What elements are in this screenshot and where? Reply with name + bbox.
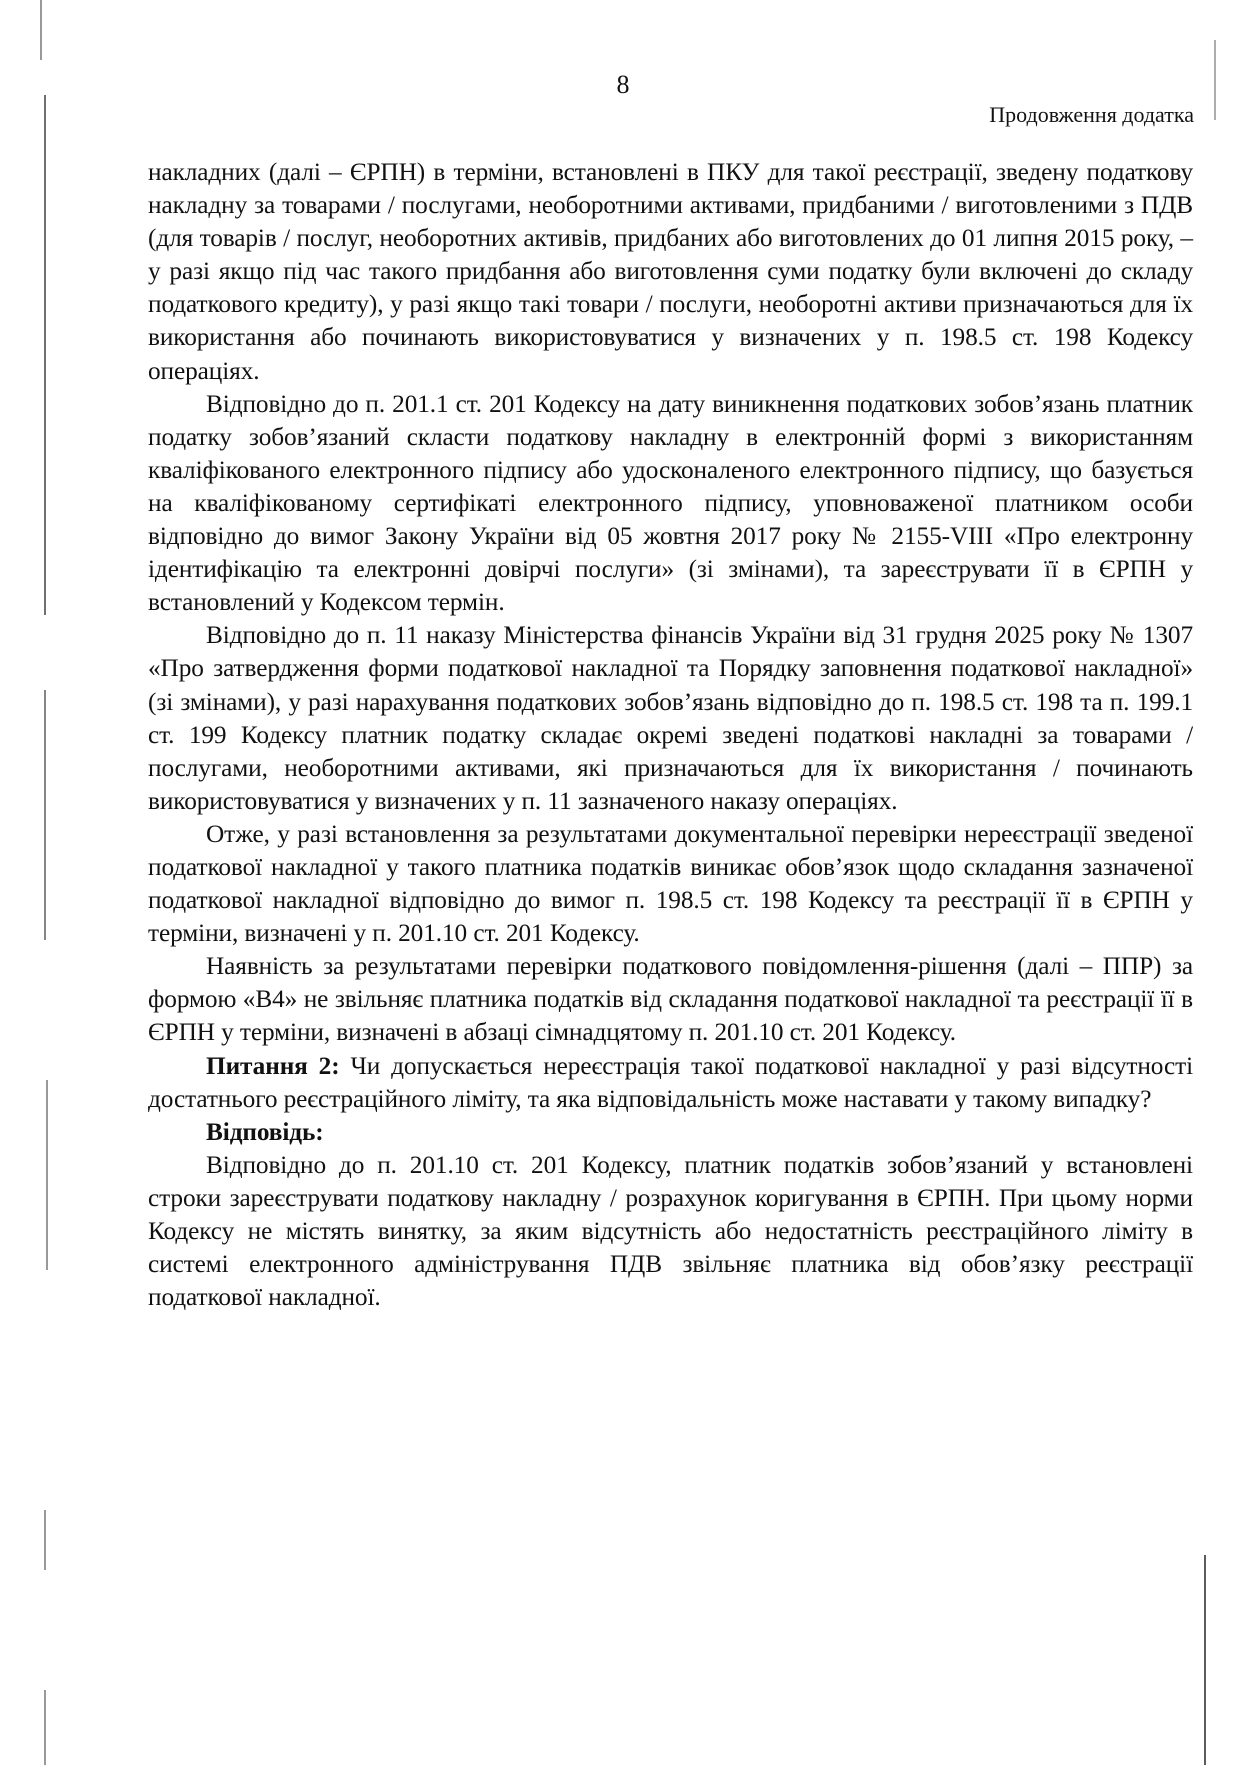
document-body [148, 156, 1193, 1314]
question-label: Питання 2: [206, 1051, 340, 1080]
paragraph: Отже, у разі встановлення за результатами документальної перевірки нереєстрації зведеної податкової накладної у такого платника податків виникає обов’язок щодо складання зазначеної податкової накладної відповідно до вимог п. 198.5 ст. 198 Кодексу та реєстрації її в ЄРПН у терміни, визначені у п. 201.10 ст. 201 Кодексу. [148, 819, 1193, 948]
question-text: Чи допускається нереєстрація такої податкової накладної у разі відсутності достатнього реєстраційного ліміту, та яка відповідальність може наставати у такому випадку? [148, 1051, 1193, 1113]
answer-heading [148, 1116, 1193, 1149]
scan-edge-mark-left [44, 1510, 46, 1570]
scan-edge-mark-left [46, 1080, 48, 1270]
scan-edge-mark-left [44, 690, 46, 940]
paragraph: накладних (далі – ЄРПН) в терміни, встановлені в ПКУ для такої реєстрації, зведену податкову накладну за товарами / послугами, необоротними активами, придбаними / виготовленими з ПДВ (для товарів / послуг, необоротних активів, придбаних або виготовлених до 01 липня 2015 року, – у разі якщо під час такого придбання або виготовлення суми податку були включені до складу податкового кредиту), у разі якщо такі товари / послуги, необоротні активи призначаються для їх використання або починають використовуватися у визначених у п. 198.5 ст. 198 Кодексу операціях. [148, 158, 1193, 385]
paragraph: Відповідно до п. 11 наказу Міністерства фінансів України від 31 грудня 2025 року № 1307 «Про затвердження форми податкової накладної та Порядку заповнення податкової накладної» (зі змінами), у разі нарахування податкових зобов’язань відповідно до п. 198.5 ст. 198 та п. 199.1 ст. 199 Кодексу платник податку складає окремі зведені податкові накладні за товарами / послугами, необоротними активами, які призначаються для їх використання / починають використовуватися у визначених у п. 11 зазначеного наказу операціях. [148, 621, 1193, 815]
paragraph: Відповідно до п. 201.1 ст. 201 Кодексу на дату виникнення податкових зобов’язань платник податку зобов’язаний скласти податкову накладну в електронній формі з використанням кваліфікованого електронного підпису або удосконаленого електронного підпису, що базується на кваліфікованому сертифікаті електронного підпису, уповноваженої платником особи відповідно до вимог Закону України від 05 жовтня 2017 року № 2155-VIII «Про електронну ідентифікацію та електронні довірчі послуги» (зі змінами), та зареєструвати її в ЄРПН у встановлений у Кодексом термін. [148, 389, 1193, 617]
scan-edge-mark-right [1204, 1555, 1206, 1765]
continuation-label: Продовження додатка [989, 102, 1194, 127]
page-number: 8 [616, 70, 630, 99]
answer-label: Відповідь: [206, 1117, 324, 1146]
question-paragraph [148, 1050, 1193, 1116]
paragraph: Наявність за результатами перевірки податкового повідомлення-рішення (далі – ППР) за формою «В4» не звільняє платника податків від складання податкової накладної та реєстрації її в ЄРПН у терміни, визначені в абзаці сімнадцятому п. 201.10 ст. 201 Кодексу. [148, 952, 1193, 1047]
scan-edge-mark-left [44, 1690, 46, 1765]
answer-paragraph: Відповідно до п. 201.10 ст. 201 Кодексу, платник податків зобов’язаний у встановлені строки зареєструвати податкову накладну / розрахунок коригування в ЄРПН. При цьому норми Кодексу не містять винятку, за яким відсутність або недостатність реєстраційного ліміту в системі електронного адміністрування ПДВ звільняє платника від обов’язку реєстрації податкової накладної. [148, 1150, 1193, 1312]
scan-edge-mark-left [44, 95, 46, 615]
scan-edge-mark-left [40, 0, 42, 60]
